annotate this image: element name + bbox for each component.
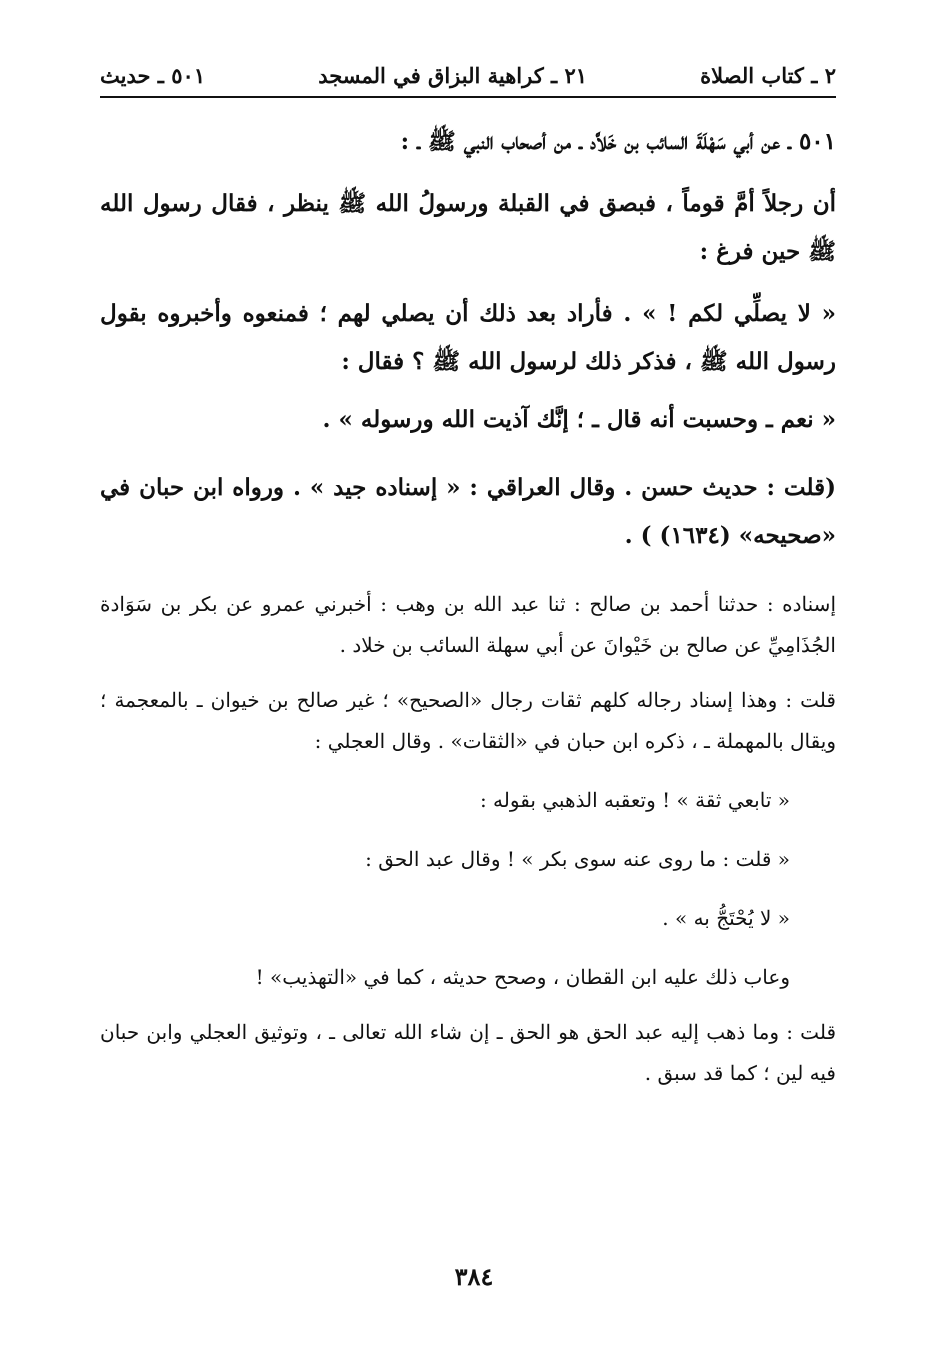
page-number: ٣٨٤ [454,1262,494,1291]
quote-line: « تابعي ثقة » ! وتعقبه الذهبي بقوله : [479,788,790,812]
hadith-text-paragraph: « نعم ـ وحسبت أنه قال ـ ؛ إنَّك آذيت الله ورسوله » . [322,406,836,433]
hadith-heading: ٥٠١ ـ عن أبي سَهْلَةَ السائب بن خَلاَّد ـ من أصحاب النبي ﷺ ـ : [400,128,836,155]
commentary-paragraph: قلت : وهذا إسناد رجاله كلهم ثقات رجال «الصحيح» ؛ غير صالح بن خيوان ـ بالمعجمة ؛ ويقال بالمهملة ـ ، ذكره ابن حبان في «الثقات» . وقال العجلي : [100,688,836,753]
commentary-paragraph: وعاب ذلك عليه ابن القطان ، وصحح حديثه ، كما في «التهذيب» ! [255,965,790,989]
quote-line: « قلت : ما روى عنه سوى بكر » ! وقال عبد الحق : [365,847,790,871]
quote-line: « لا يُحْتَجُّ به » . [662,906,790,930]
commentary-paragraph: قلت : وما ذهب إليه عبد الحق هو الحق ـ إن شاء الله تعالى ـ ، وتوثيق العجلي وابن حبان فيه لين ؛ كما قد سبق . [100,1020,836,1085]
header-section-title: ٢١ ـ كراهية البزاق في المسجد [318,62,588,88]
header-hadith-number: ٥٠١ ـ حديث [100,62,206,88]
running-header [100,58,836,98]
hadith-text-paragraph: أن رجلاً أمَّ قوماً ، فبصق في القبلة ورسولُ الله ﷺ ينظر ، فقال رسول الله ﷺ حين فرغ : [100,190,836,265]
header-book-chapter: ٢ ـ كتاب الصلاة [700,62,836,88]
page-body [100,118,836,1094]
grading-paragraph: (قلت : حديث حسن . وقال العراقي : « إسناده جيد » . ورواه ابن حبان في «صحيحه» (١٦٣٤) ) . [100,474,836,549]
isnad-paragraph: إسناده : حدثنا أحمد بن صالح : ثنا عبد الله بن وهب : أخبرني عمرو عن بكر بن سَوَادة الجُذَامِيِّ عن صالح بن خَيْوانَ عن أبي سهلة السائب بن خلاد . [100,592,836,657]
hadith-text-paragraph: « لا يصلِّي لكم ! » . فأراد بعد ذلك أن يصلي لهم ؛ فمنعوه وأخبروه بقول رسول الله ﷺ ، فذكر ذلك لرسول الله ﷺ ؟ فقال : [100,300,836,375]
